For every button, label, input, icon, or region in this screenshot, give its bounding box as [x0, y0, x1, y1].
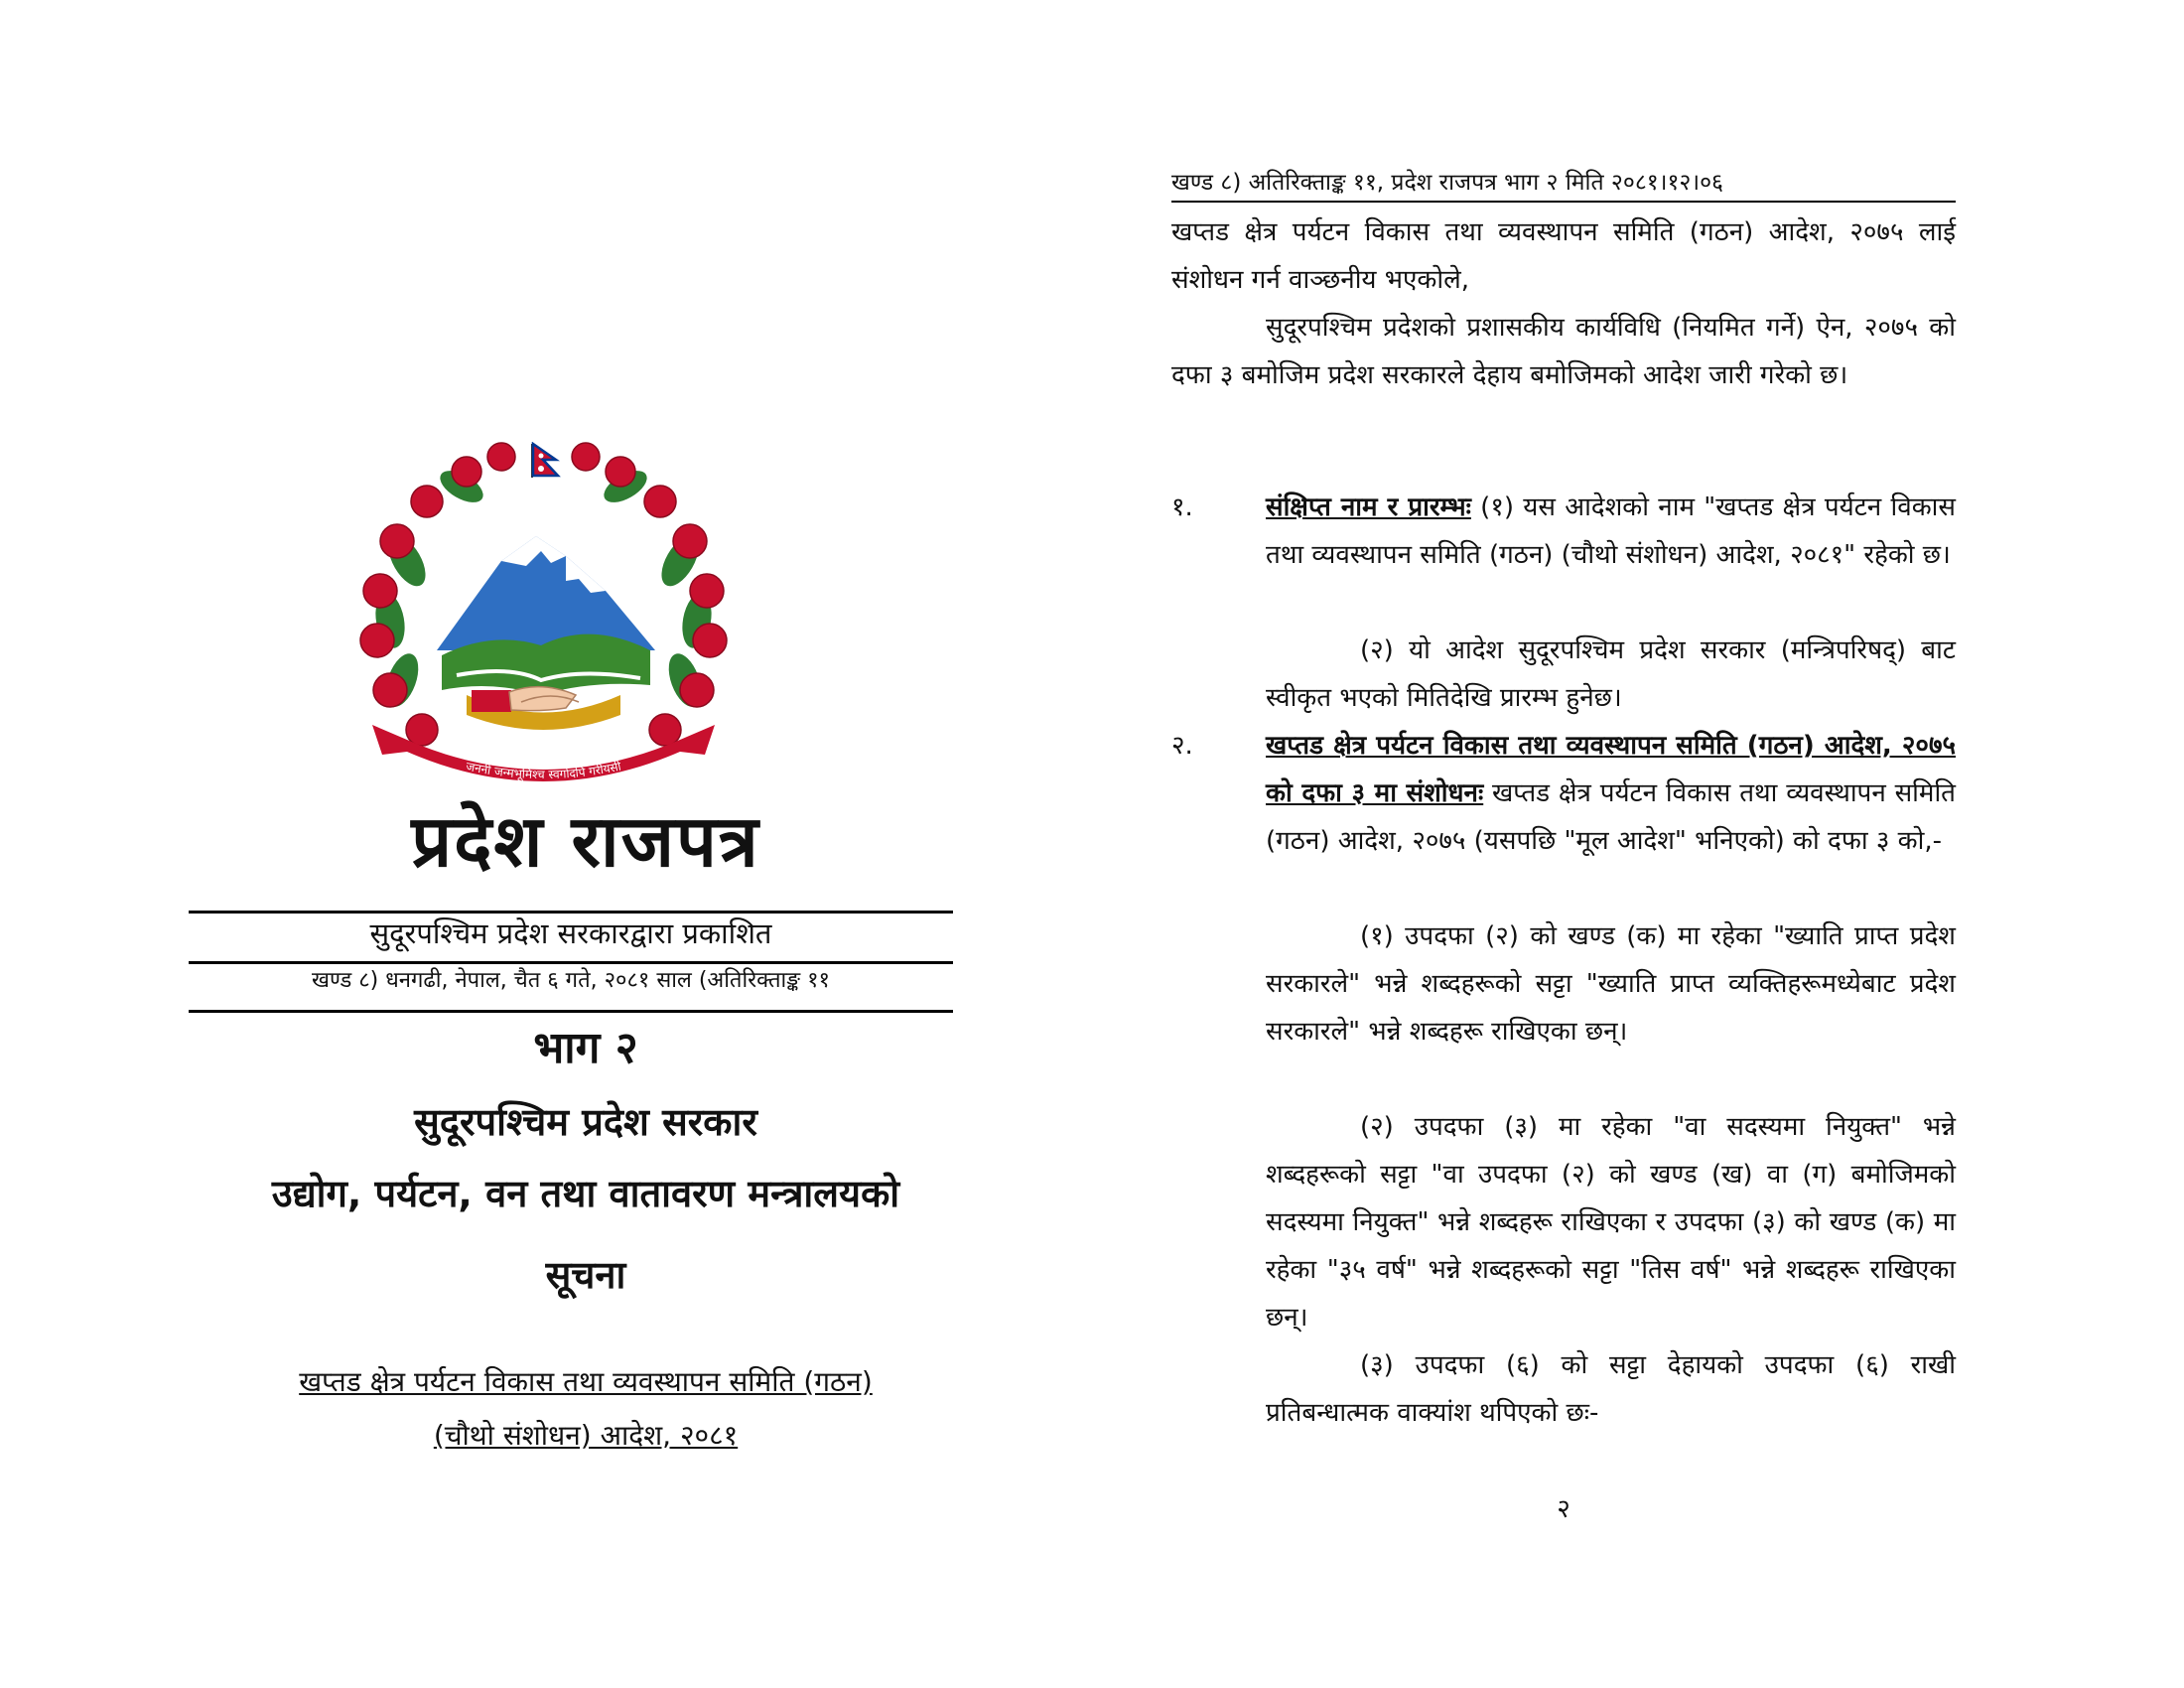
section-2-number: २. [1171, 731, 1193, 761]
section-2-clause-2: (२) उपदफा (३) मा रहेका "वा सदस्यमा नियुक्त" भन्ने शब्दहरूको सट्टा "वा उपदफा (२) को खण्ड (ख) वा (ग) बमोजिमको सदस्यमा नियुक्त" भन्ने शब्दहरू राखिएका र उपदफा (३) को खण्ड (क) मा रहेका "३५ वर्ष" भन्ने शब्दहरूको सट्टा "तिस वर्ष" भन्ने शब्दहरू राखिएका छन्। [1266, 1112, 1956, 1333]
section-1-heading: संक्षिप्त नाम र प्रारम्भः [1266, 492, 1471, 522]
section-2-clause-1: (१) उपदफा (२) को खण्ड (क) मा रहेका "ख्याति प्राप्त प्रदेश सरकारले" भन्ने शब्दहरूको सट्टा "ख्याति प्राप्त व्यक्तिहरूमध्येबाट प्रदेश सरकारले" भन्ने शब्दहरू राखिएका छन्। [1266, 921, 1956, 1047]
preamble-paragraph-1: खप्तड क्षेत्र पर्यटन विकास तथा व्यवस्थापन समिति (गठन) आदेश, २०७५ लाई संशोधन गर्न वाञ्छनीय भएकोले, [1171, 217, 1956, 295]
page-number: २ [1557, 1494, 1570, 1524]
notice-label: सूचना [545, 1253, 626, 1297]
section-2-heading: खप्तड क्षेत्र पर्यटन विकास तथा व्यवस्थापन समिति (गठन) आदेश, २०७५ को दफा ३ मा संशोधनः [1266, 731, 1956, 808]
order-title-line1: खप्तड क्षेत्र पर्यटन विकास तथा व्यवस्थापन समिति (गठन) [299, 1365, 873, 1398]
masthead-rule-bottom [189, 1010, 953, 1013]
order-title-line2: (चौथो संशोधन) आदेश, २०८१ [433, 1419, 739, 1452]
emblem-motto: जननी जन्मभूमिश्च स्वर्गादपि गरीयसी [465, 759, 622, 782]
masthead-rule-top [189, 911, 953, 914]
government-name: सुदूरपश्चिम प्रदेश सरकार [414, 1100, 757, 1144]
section-1-text-1: (१) यस आदेशको नाम "खप्तड क्षेत्र पर्यटन विकास तथा व्यवस्थापन समिति (गठन) (चौथो संशोधन) आदेश, २०८१" रहेको छ। [1266, 492, 1956, 570]
nepal-flag-icon [531, 444, 558, 478]
section-1-paragraph [1266, 484, 1956, 579]
gazette-title: प्रदेश राजपत्र [411, 799, 760, 883]
section-2-clause-3: (३) उपदफा (६) को सट्टा देहायको उपदफा (६) राखी प्रतिबन्धात्मक वाक्यांश थपिएको छः- [1266, 1350, 1956, 1428]
coat-of-arms-emblem [352, 442, 735, 794]
preamble-paragraph-2: सुदूरपश्चिम प्रदेशको प्रशासकीय कार्यविधि (नियमित गर्ने) ऐन, २०७५ को दफा ३ बमोजिम प्रदेश सरकारले देहाय बमोजिमको आदेश जारी गरेको छ। [1171, 313, 1956, 390]
section-1-number: १. [1171, 492, 1193, 522]
part-title: भाग २ [533, 1023, 638, 1073]
left-page [159, 0, 1013, 1688]
emblem-svg [352, 442, 735, 794]
section-2-intro: खप्तड क्षेत्र पर्यटन विकास तथा व्यवस्थापन समिति (गठन) आदेश, २०७५ (यसपछि "मूल आदेश" भनिएको) को दफा ३ को,- [1266, 778, 1956, 856]
section-1-text-2: (२) यो आदेश सुदूरपश्चिम प्रदेश सरकार (मन्त्रिपरिषद्) बाट स्वीकृत भएको मितिदेखि प्रारम्भ हुनेछ। [1266, 635, 1956, 713]
issue-line: खण्ड ८) धनगढी, नेपाल, चैत ६ गते, २०८१ साल (अतिरिक्ताङ्क ११ [312, 968, 830, 993]
right-page [1171, 0, 1956, 1688]
handshake-icon [472, 687, 579, 712]
section-2-paragraph [1266, 722, 1956, 865]
publisher-line: सुदूरपश्चिम प्रदेश सरकारद्वारा प्रकाशित [369, 916, 772, 950]
ministry-name: उद्योग, पर्यटन, वन तथा वातावरण मन्त्रालयको [271, 1172, 900, 1215]
masthead-rule-middle [189, 961, 953, 964]
running-header: खण्ड ८) अतिरिक्ताङ्क ११, प्रदेश राजपत्र भाग २ मिति २०८१।१२।०६ [1171, 169, 1956, 203]
